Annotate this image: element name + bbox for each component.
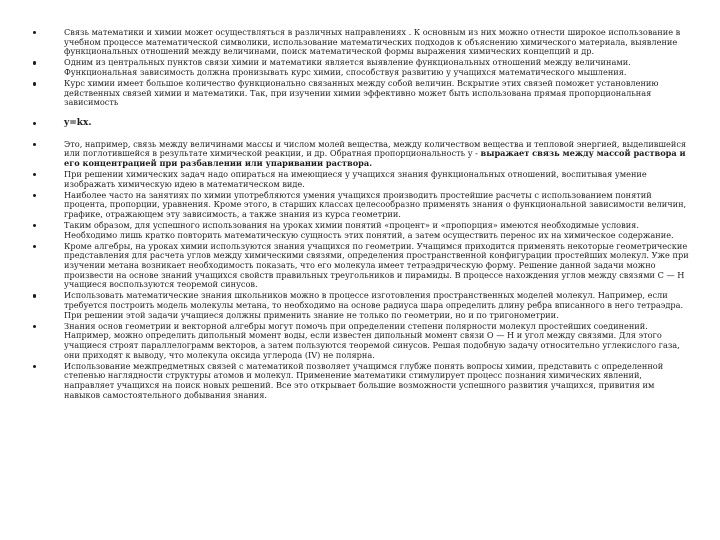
bullet-dot-icon — [33, 365, 36, 368]
bullet-dot-icon — [33, 224, 36, 227]
formula-item — [30, 119, 692, 129]
list-item — [30, 242, 692, 290]
bullet-dot-icon — [33, 61, 36, 64]
bullet-dot-icon — [33, 245, 36, 248]
list-item — [30, 58, 692, 77]
bullet-text: При решении химических задач надо опираться на имеющиеся у учащихся знания функциональных отношений, воспитывая умение изображать химическую идею в математическом виде. — [64, 168, 647, 189]
list-item — [30, 362, 692, 400]
bullet-text: Наиболее часто на занятиях по химии употребляются умения учащихся производить простейшие расчеты с использованием понятий процента, пропорции, уравнения. Кроме этого, в старших классах целесообразно применять знания о функциональной зависимости величин, графике, отражающем эту зависимость, а также знания из курса геометрии. — [64, 189, 687, 219]
bullet-text: Использование межпредметных связей с математикой позволяет учащимся глубже понять вопросы химии, представить с определенной степенью наглядности структуры атомов и молекул. Применение математики стимулирует процесс познания химических явлений, направляет учащихся на поиск новых решений. Все это открывает большие возможности успешного развития учащихся, привития им навыков самостоятельного добывания знания. — [64, 360, 664, 400]
bullet-text: Использовать математические знания школьников можно в процессе изготовления пространственных моделей молекул. Например, если требуется построить модель молекулы метана, то необходимо на основе радиуса шара определить длину ребра вписанного в него тетраэдра. При решении этой задачи учащиеся должны применить знание не только по геометрии, но и по тригонометрии. — [64, 290, 684, 320]
formula-bullet-list — [30, 119, 692, 129]
detail-bullet-list — [30, 140, 692, 401]
list-item — [30, 322, 692, 360]
bullet-dot-icon — [33, 325, 36, 328]
bullet-dot-icon — [33, 173, 36, 176]
bullet-text: Таким образом, для успешного использования на уроках химии понятий «процент» и «пропорция» имеются необходимые условия. Необходимо лишь кратко повторить математическую сущность этих понятий, а затем осуществить перенос их на химическое содержание. — [64, 220, 674, 240]
intro-bullet-list — [30, 28, 692, 108]
formula-text: y=kx. — [64, 117, 92, 128]
list-item — [30, 140, 692, 169]
bullet-dot-icon — [33, 82, 36, 85]
bullet-dot-icon — [33, 194, 36, 197]
bullet-text: Связь математики и химии может осуществляться в различных направлениях . К основным из них можно отнести широкое использование в учебном процессе математической символики, использование математических подходов к объяснению химического материала, выявление функциональных отношений между величинами, поиск математической формы выражения химических концепций и др. — [64, 27, 681, 57]
bullet-bold-text: выражает связь между массой раствора и его концентрацией при разбавлении или упаривании раствора. — [64, 148, 686, 168]
list-item — [30, 170, 692, 189]
bullet-text: Кроме алгебры, на уроках химии используются знания учащихся по геометрии. Учащимся приходится применять некоторые геометрические представления для расчета углов между химическими связями, определения пространственной конфигурации простейших молекул. Уже при изучении метана возникает необходимость показать, что его молекула имеет тетраэдрическую форму. Решение данной задачи можно произвести на основе знаний учащихся свойств правильных треугольников и пирамиды. В процессе нахождения углов между связями С — Н учащиеся воспользуются теоремой синусов. — [64, 240, 689, 290]
bullet-dot-icon — [33, 294, 36, 297]
list-item — [30, 79, 692, 108]
bullet-text: Одним из центральных пунктов связи химии и математики является выявление функциональных отношений между величинами. Функциональная зависимость должна пронизывать курс химии, способствуя развитию у учащихся математического мышления. — [64, 57, 631, 77]
list-item — [30, 191, 692, 220]
list-item — [30, 28, 692, 57]
bullet-text: Курс химии имеет большое количество функционально связанных между собой величин. Вскрытие этих связей поможет установлению действенных связей химии и математики. Так, при изучении химии эффективно может быть использована прямая пропорциональная зависимость — [64, 78, 659, 108]
list-item — [30, 221, 692, 240]
bullet-dot-icon — [33, 143, 36, 146]
bullet-text: Знания основ геометрии и векторной алгебры могут помочь при определении степени полярности молекул простейших соединений. Например, можно определить дипольный момент воды, если известен дипольный момент связи О — Н и угол между связями. Для этого учащиеся строят параллелограмм векторов, а затем пользуются теоремой синусов. Решая подобную задачу относительно углекислого газа, они приходят к выводу, что молекула оксида углерода (IV) не полярна. — [64, 320, 680, 360]
list-item — [30, 291, 692, 320]
bullet-dot-icon — [33, 31, 36, 34]
bullet-text: Это, например, связь между величинами массы и числом молей вещества, между количеством вещества и тепловой энергией, выделившейся или поглотившейся в результате химической реакции, и др. Обратная пропорциональность у - — [64, 138, 687, 159]
bullet-dot-icon — [33, 122, 36, 125]
